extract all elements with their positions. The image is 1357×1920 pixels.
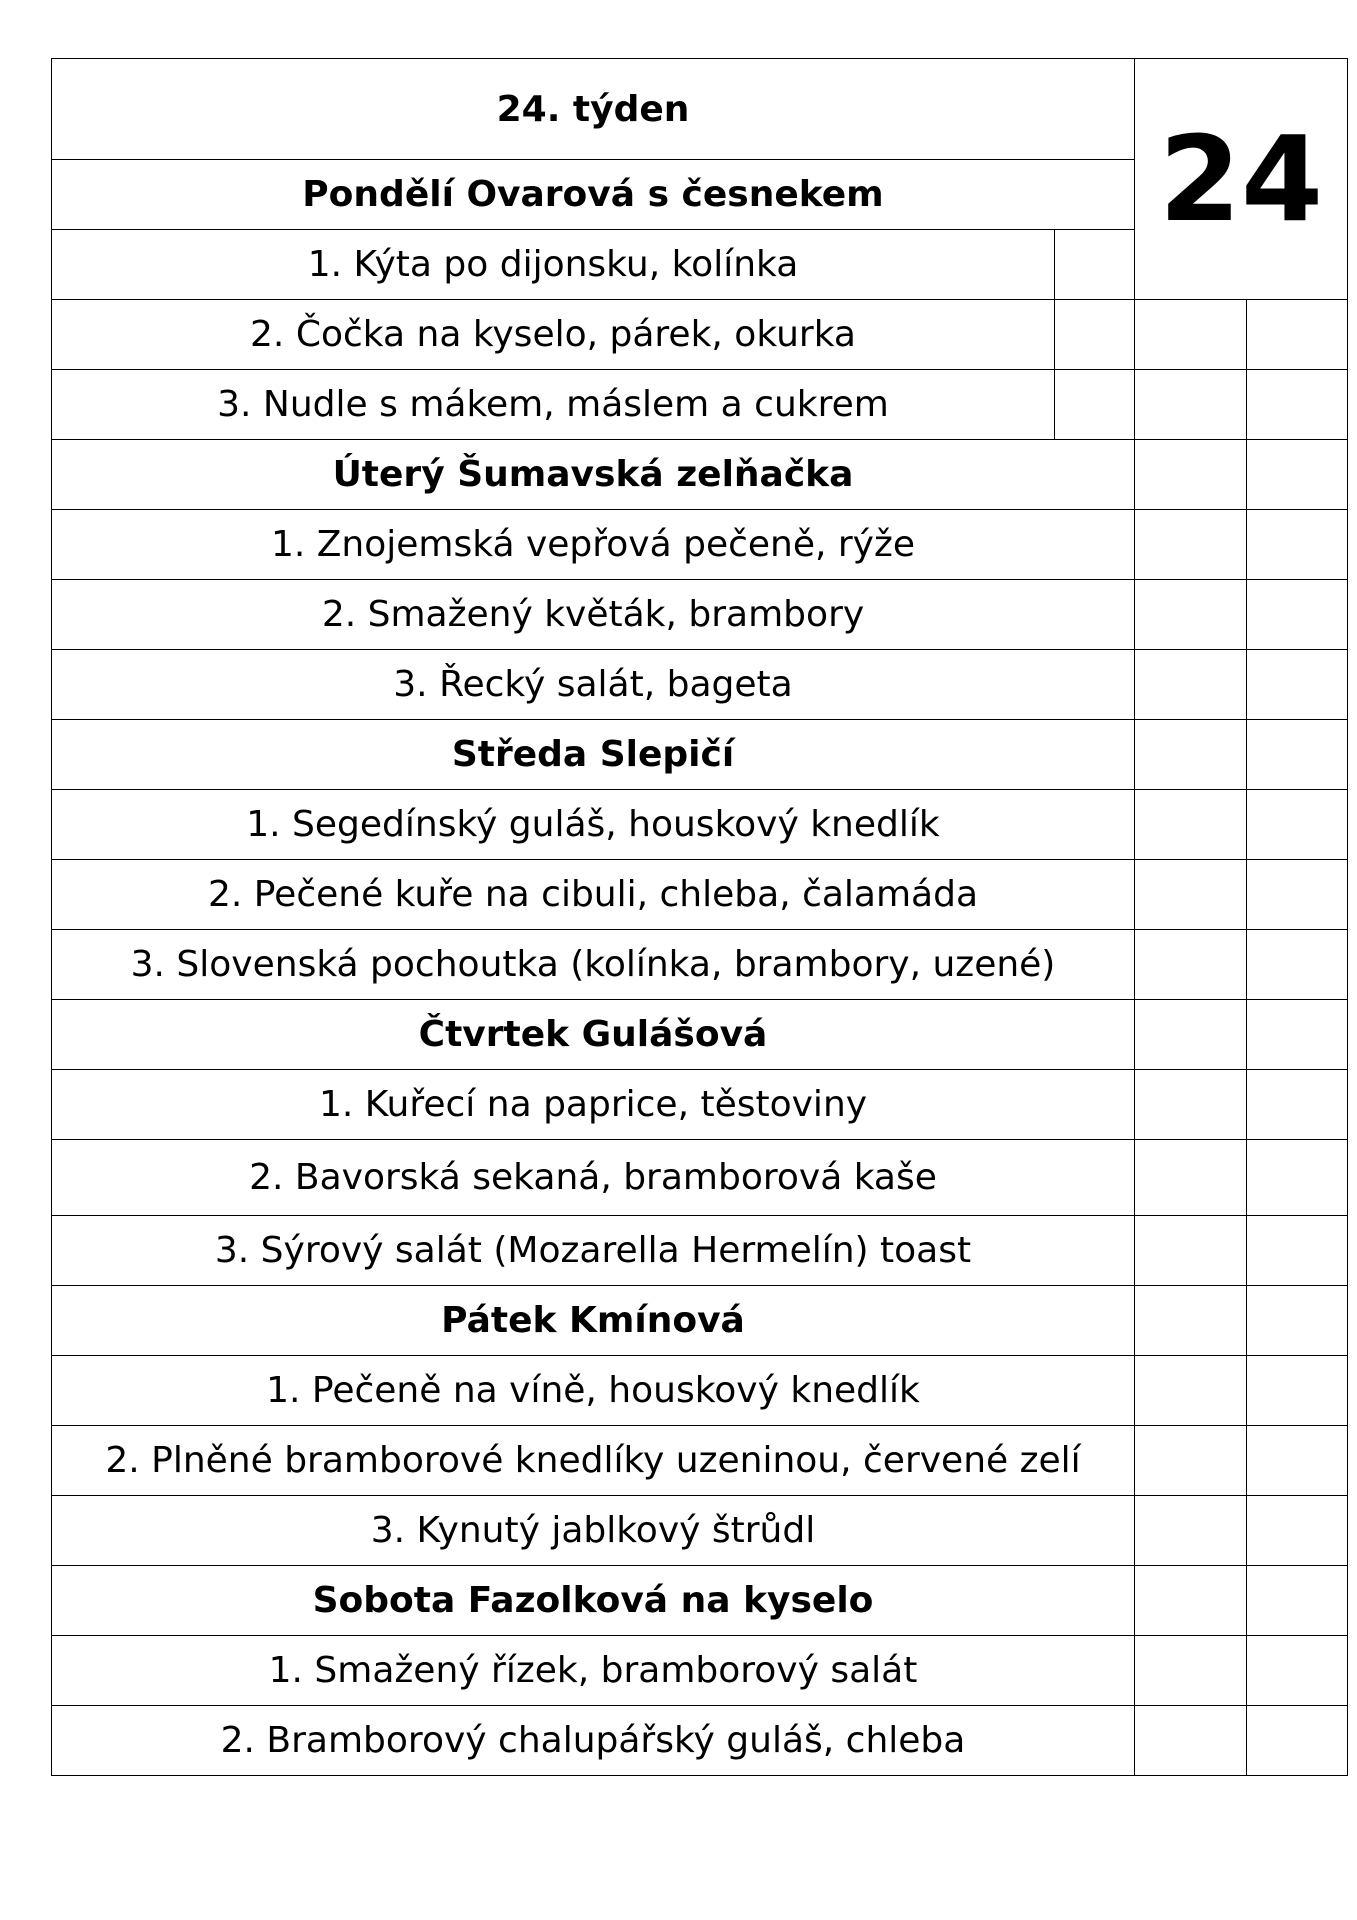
check-cell <box>1247 1286 1348 1356</box>
check-cell <box>1055 300 1135 370</box>
menu-item-row <box>52 300 1348 370</box>
menu-item: 3. Slovenská pochoutka (kolínka, brambory, uzené) <box>52 930 1135 1000</box>
check-cell <box>1055 370 1135 440</box>
menu-item: 1. Smažený řízek, bramborový salát <box>52 1636 1135 1706</box>
menu-item: 1. Segedínský guláš, houskový knedlík <box>52 790 1135 860</box>
menu-item: 2. Pečené kuře na cibuli, chleba, čalamáda <box>52 860 1135 930</box>
check-cell <box>1135 1070 1247 1140</box>
check-cell <box>1135 510 1247 580</box>
day-row-saturday <box>52 1566 1348 1636</box>
menu-item: 3. Sýrový salát (Mozarella Hermelín) toast <box>52 1216 1135 1286</box>
check-cell <box>1135 930 1247 1000</box>
check-cell <box>1135 370 1247 440</box>
check-cell <box>1247 720 1348 790</box>
check-cell <box>1135 1000 1247 1070</box>
menu-item-row <box>52 650 1348 720</box>
check-cell <box>1247 1566 1348 1636</box>
check-cell <box>1135 1566 1247 1636</box>
check-cell <box>1247 1000 1348 1070</box>
menu-item: 1. Kuřecí na paprice, těstoviny <box>52 1070 1135 1140</box>
check-cell <box>1135 1636 1247 1706</box>
check-cell <box>1247 790 1348 860</box>
week-title: 24. týden <box>52 59 1135 160</box>
check-cell <box>1135 1706 1247 1776</box>
menu-item-row <box>52 1706 1348 1776</box>
check-cell <box>1247 370 1348 440</box>
day-row-tuesday <box>52 440 1348 510</box>
check-cell <box>1135 300 1247 370</box>
menu-item: 2. Plněné bramborové knedlíky uzeninou, červené zelí <box>52 1426 1135 1496</box>
check-cell <box>1247 1216 1348 1286</box>
menu-item-row <box>52 370 1348 440</box>
check-cell <box>1135 650 1247 720</box>
menu-item-row <box>52 1216 1348 1286</box>
check-cell <box>1247 510 1348 580</box>
check-cell <box>1135 1286 1247 1356</box>
check-cell <box>1135 1496 1247 1566</box>
menu-item: 1. Kýta po dijonsku, kolínka <box>52 230 1055 300</box>
check-cell <box>1247 580 1348 650</box>
check-cell <box>1247 1496 1348 1566</box>
check-cell <box>1247 300 1348 370</box>
check-cell <box>1247 860 1348 930</box>
menu-item-row <box>52 930 1348 1000</box>
menu-item-row <box>52 1496 1348 1566</box>
menu-item: 2. Čočka na kyselo, párek, okurka <box>52 300 1055 370</box>
check-cell <box>1247 1636 1348 1706</box>
day-row-thursday <box>52 1000 1348 1070</box>
check-cell <box>1247 1356 1348 1426</box>
check-cell <box>1135 1140 1247 1216</box>
check-cell <box>1135 1356 1247 1426</box>
menu-item-row <box>52 1356 1348 1426</box>
menu-item-row <box>52 510 1348 580</box>
day-row-friday <box>52 1286 1348 1356</box>
day-row-wednesday <box>52 720 1348 790</box>
check-cell <box>1135 440 1247 510</box>
weekly-menu-table <box>51 58 1348 1776</box>
week-header-row <box>52 59 1348 160</box>
day-title: Úterý Šumavská zelňačka <box>52 440 1135 510</box>
menu-item: 3. Řecký salát, bageta <box>52 650 1135 720</box>
menu-item: 2. Bavorská sekaná, bramborová kaše <box>52 1140 1135 1216</box>
check-cell <box>1247 1140 1348 1216</box>
menu-item-row <box>52 860 1348 930</box>
week-number: 24 <box>1158 110 1324 248</box>
day-title: Pondělí Ovarová s česnekem <box>52 160 1135 230</box>
menu-item: 2. Smažený květák, brambory <box>52 580 1135 650</box>
day-title: Středa Slepičí <box>52 720 1135 790</box>
check-cell <box>1135 720 1247 790</box>
check-cell <box>1247 1070 1348 1140</box>
menu-item: 2. Bramborový chalupářský guláš, chleba <box>52 1706 1135 1776</box>
menu-item-row <box>52 580 1348 650</box>
menu-item-row <box>52 1426 1348 1496</box>
menu-item-row <box>52 790 1348 860</box>
menu-item-row <box>52 1636 1348 1706</box>
week-number-cell <box>1135 59 1348 300</box>
check-cell <box>1135 1216 1247 1286</box>
check-cell <box>1135 790 1247 860</box>
check-cell <box>1247 440 1348 510</box>
menu-item: 3. Nudle s mákem, máslem a cukrem <box>52 370 1055 440</box>
check-cell <box>1247 1426 1348 1496</box>
day-title: Sobota Fazolková na kyselo <box>52 1566 1135 1636</box>
check-cell <box>1247 1706 1348 1776</box>
check-cell <box>1247 930 1348 1000</box>
day-title: Čtvrtek Gulášová <box>52 1000 1135 1070</box>
menu-item: 1. Pečeně na víně, houskový knedlík <box>52 1356 1135 1426</box>
check-cell <box>1135 580 1247 650</box>
day-title: Pátek Kmínová <box>52 1286 1135 1356</box>
check-cell <box>1055 230 1135 300</box>
check-cell <box>1135 1426 1247 1496</box>
check-cell <box>1247 650 1348 720</box>
menu-item: 3. Kynutý jablkový štrůdl <box>52 1496 1135 1566</box>
check-cell <box>1135 860 1247 930</box>
menu-item-row <box>52 1070 1348 1140</box>
menu-item: 1. Znojemská vepřová pečeně, rýže <box>52 510 1135 580</box>
menu-item-row <box>52 1140 1348 1216</box>
